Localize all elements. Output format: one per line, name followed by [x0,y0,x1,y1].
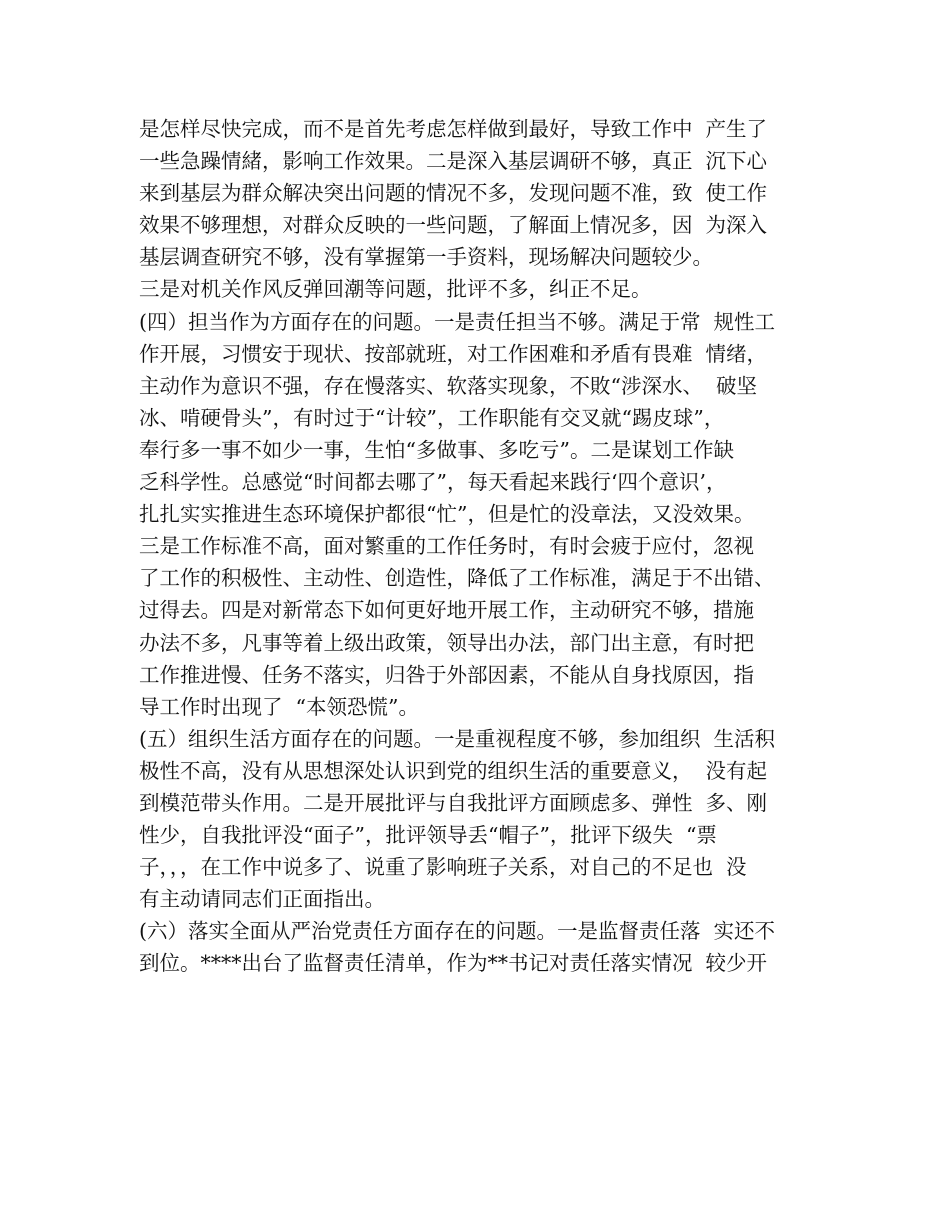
text-line: 作开展，习惯安于现状、按部就班，对工作困难和矛盾有畏难 情绪， [139,341,768,366]
text-line: 来到基层为群众解决突出问题的情况不多，发现问题不准，致 使工作 [139,181,768,206]
text-line: 奉行多一事不如少一事，生怕“多做事、多吃亏”。二是谋划工作缺 [139,437,734,462]
text-line: 效果不够理想，对群众反映的一些问题，了解面上情况多，因 为深入 [139,213,768,238]
text-line: 一些急躁情緒，影响工作效果。二是深入基层调研不够，真正 沉下心 [139,149,768,174]
text-line: 到模范带头作用。二是开展批评与自我批评方面顾虑多、弹性 多、刚 [139,790,768,815]
text-line: 基层调查研究不够，没有掌握第一手资料，现场解决问题较少。 [139,245,713,270]
text-line: 子，，，在工作中说多了、说重了影响班子关系，对自己的不足也 没 [139,855,747,880]
text-line: 极性不高，没有从思想深处认识到党的组织生活的重要意义， 没有起 [139,758,768,783]
text-line: 扎扎实实推进生态环境保护都很“忙”，但是忙的没章法，又没效果。 [139,502,755,527]
text-line: 三是工作标准不高，面对繁重的工作任务时，有时会疲于应付，忽视 [139,534,754,559]
text-line: 是怎样尽快完成，而不是首先考虑怎样做到最好，导致工作中 产生了 [139,117,768,141]
text-line: 工作推进慢、任务不落实，归咎于外部因素，不能从自身找原因，指 [139,662,754,687]
text-line: 过得去。四是对新常态下如何更好地开展工作，主动研究不够，措施 [139,598,754,623]
text-line: 主动作为意识不强，存在慢落实、软落实现象，不敗“涉深水、 破坚 [139,373,758,398]
text-line: 乏科学性。总感觉“时间都去哪了”，每天看起来践行‘四个意识’， [139,470,727,495]
section-heading-line: (六）落实全面从严治党责任方面存在的问题。一是监督责任落 实还不 [139,919,776,944]
text-line: 导工作时出现了 “本领恐慌”。 [139,694,419,719]
text-line: 了工作的积极性、主动性、创造性，降低了工作标准，满足于不出错、 [139,566,775,591]
text-line: 冰、啃硬骨头”，有时过于“计较”，工作职能有交叉就“踢皮球”， [139,405,725,430]
section-heading-line: (五）组织生活方面存在的问题。一是重视程度不够，参加组织 生活积 [139,726,776,751]
text-line: 性少，自我批评没“面子”，批评领导丢“帽子”，批评下级失 “票 [139,823,717,848]
text-line: 三是对机关作风反弹回潮等问题，批评不多，纠正不足。 [139,277,652,302]
body-text [139,113,829,980]
text-line: 办法不多，凡事等着上级出政策，领导出办法，部门出主意，有时把 [139,630,754,655]
text-line: 到位。****出台了监督责任清单，作为**书记对责任落实情况 较少开 [139,951,768,976]
text-line: 有主动请同志们正面指出。 [139,887,385,912]
section-heading-line: (四）担当作为方面存在的问题。一是责任担当不够。满足于常 规性工 [139,309,776,334]
